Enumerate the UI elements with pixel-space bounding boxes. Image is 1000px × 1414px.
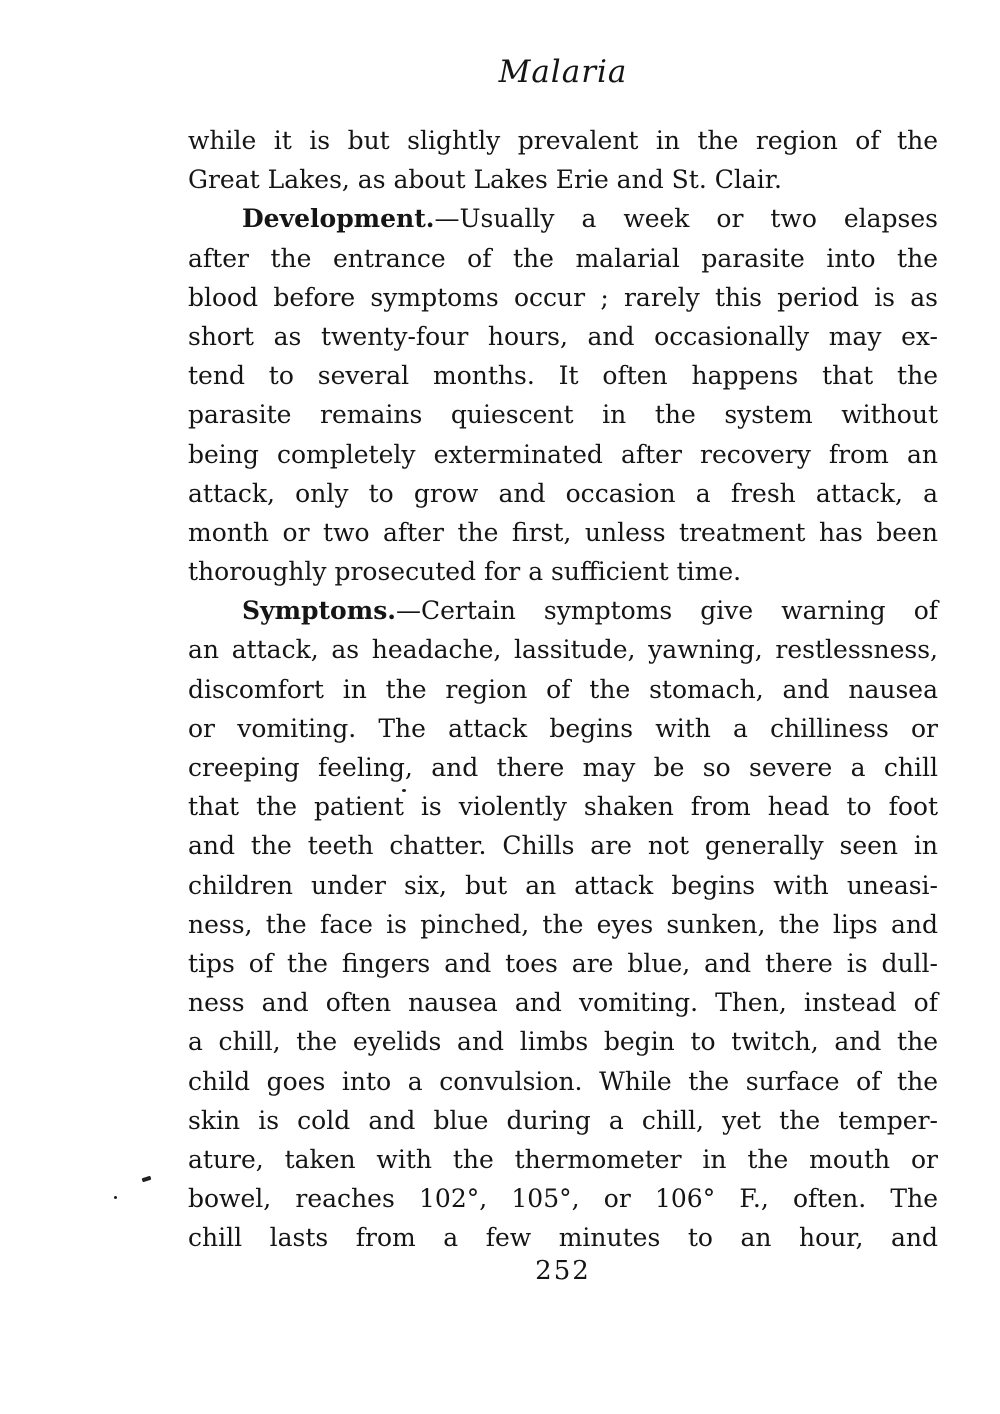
text-line: and the teeth chatter. Chills are not generally seen in xyxy=(188,831,938,861)
text-line: ness, the face is pinched, the eyes sunken, the lips and xyxy=(188,909,938,939)
section-lead-word: Symptoms. xyxy=(242,596,396,626)
text-line: ature, taken with the thermometer in the mouth or xyxy=(188,1144,938,1174)
text-line: attack, only to grow and occasion a fresh attack, a xyxy=(188,478,938,508)
text-line: Great Lakes, as about Lakes Erie and St. Clair. xyxy=(188,165,782,195)
text-line: or vomiting. The attack begins with a chilliness or xyxy=(188,713,938,743)
section-lead-word: Development. xyxy=(242,204,435,234)
page-number: 252 xyxy=(535,1256,591,1286)
text-line: child goes into a convulsion. While the surface of the xyxy=(188,1066,938,1096)
text-line: month or two after the first, unless treatment has been xyxy=(188,517,938,547)
text-line: discomfort in the region of the stomach, and nausea xyxy=(188,674,938,704)
text-line: thoroughly prosecuted for a sufficient time. xyxy=(188,557,742,587)
text-line: bowel, reaches 102°, 105°, or 106° F., often. The xyxy=(188,1184,938,1214)
text-line: after the entrance of the malarial parasite into the xyxy=(188,243,938,273)
text-line: creeping feeling, and there may be so severe a chill xyxy=(188,753,938,782)
text-line: skin is cold and blue during a chill, yet the temper- xyxy=(188,1105,938,1135)
text-line: that the patient is violently shaken from head to foot xyxy=(188,792,938,822)
text-line: children under six, but an attack begins with uneasi- xyxy=(188,870,938,900)
text-line: Symptoms.—Certain symptoms give warning of xyxy=(242,596,938,626)
ink-speck xyxy=(142,1176,152,1183)
text-line: a chill, the eyelids and limbs begin to twitch, and the xyxy=(188,1027,938,1057)
running-head-title: Malaria xyxy=(498,54,628,90)
text-line: parasite remains quiescent in the system without xyxy=(188,400,938,430)
text-line: Development.—Usually a week or two elapses xyxy=(242,204,938,234)
text-line: while it is but slightly prevalent in the region of the xyxy=(188,126,938,155)
text-line: tips of the fingers and toes are blue, and there is dull- xyxy=(188,948,938,978)
text-line: short as twenty-four hours, and occasionally may ex- xyxy=(188,321,938,351)
text-line: blood before symptoms occur ; rarely this period is as xyxy=(188,282,938,312)
text-line: tend to several months. It often happens that the xyxy=(188,361,938,391)
text-line: chill lasts from a few minutes to an hour, and xyxy=(188,1223,938,1253)
text-line: being completely exterminated after recovery from an xyxy=(188,439,938,469)
text-line: an attack, as headache, lassitude, yawning, restlessness, xyxy=(188,635,938,665)
text-line: ness and often nausea and vomiting. Then, instead of xyxy=(188,988,938,1018)
ink-speck xyxy=(114,1196,117,1199)
ink-speck xyxy=(402,789,406,792)
body-text-block xyxy=(188,121,938,1257)
